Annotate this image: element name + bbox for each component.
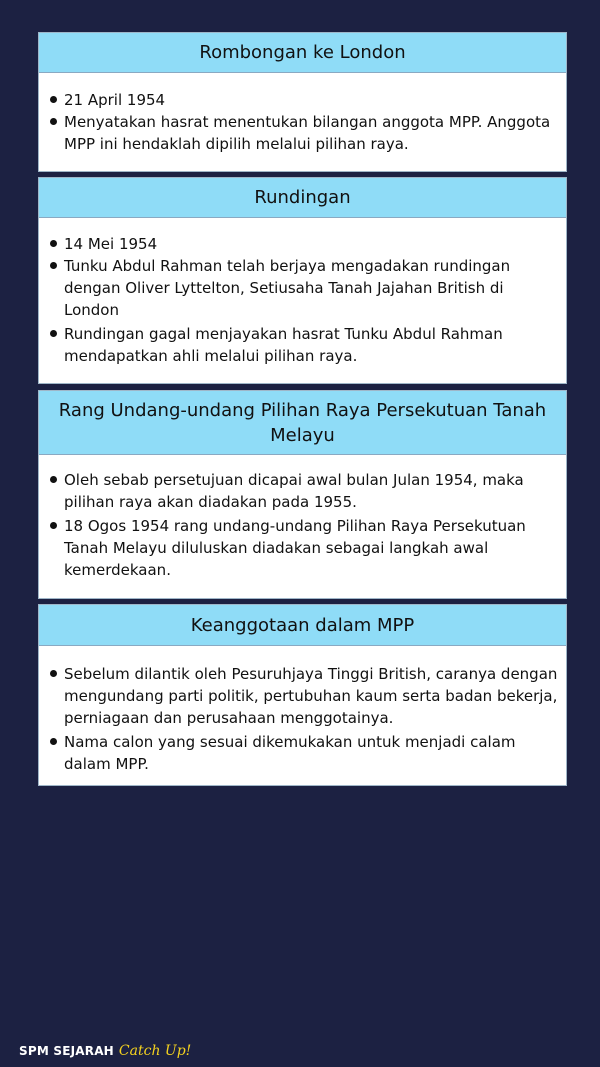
card-title: Rundingan [39,178,566,218]
card-keanggotaan [38,604,567,786]
bullet-list [49,663,560,775]
bullet-item: Menyatakan hasrat menentukan bilangan anggota MPP. Anggota MPP ini hendaklah dipilih melalui pilihan raya. [49,111,560,155]
bullet-item: 21 April 1954 [49,89,560,111]
card-body [39,646,566,775]
card-rang-undang-undang [38,390,567,599]
bullet-item: Rundingan gagal menjayakan hasrat Tunku Abdul Rahman mendapatkan ahli melalui pilihan raya. [49,323,560,367]
bullet-item: 18 Ogos 1954 rang undang-undang Pilihan Raya Persekutuan Tanah Melayu diluluskan diadakan sebagai langkah awal kemerdekaan. [49,515,560,581]
card-body [39,218,566,367]
bullet-item: Nama calon yang sesuai dikemukakan untuk menjadi calam dalam MPP. [49,731,560,775]
card-body [39,73,566,155]
card-rundingan [38,177,567,384]
card-title: Keanggotaan dalam MPP [39,605,566,646]
brand-accent: Catch Up! [118,1043,192,1059]
card-body [39,455,566,581]
bullet-item: Tunku Abdul Rahman telah berjaya mengadakan rundingan dengan Oliver Lyttelton, Setiusaha Tanah Jajahan British di London [49,255,560,321]
bullet-item: 14 Mei 1954 [49,233,560,255]
bullet-item: Sebelum dilantik oleh Pesuruhjaya Tinggi British, caranya dengan mengundang parti politik, pertubuhan kaum serta badan bekerja, perniagaan dan perusahaan menggotainya. [49,663,560,729]
brand-main: SPM SEJARAH [19,1044,114,1058]
card-title: Rombongan ke London [39,33,566,73]
bullet-list [49,233,560,367]
bullet-list [49,89,560,155]
bullet-item: Oleh sebab persetujuan dicapai awal bulan Julan 1954, maka pilihan raya akan diadakan pada 1955. [49,469,560,513]
card-title: Rang Undang-undang Pilihan Raya Persekutuan Tanah Melayu [39,391,566,455]
brand-logo [19,1043,191,1059]
bullet-list [49,469,560,581]
card-rombongan [38,32,567,172]
